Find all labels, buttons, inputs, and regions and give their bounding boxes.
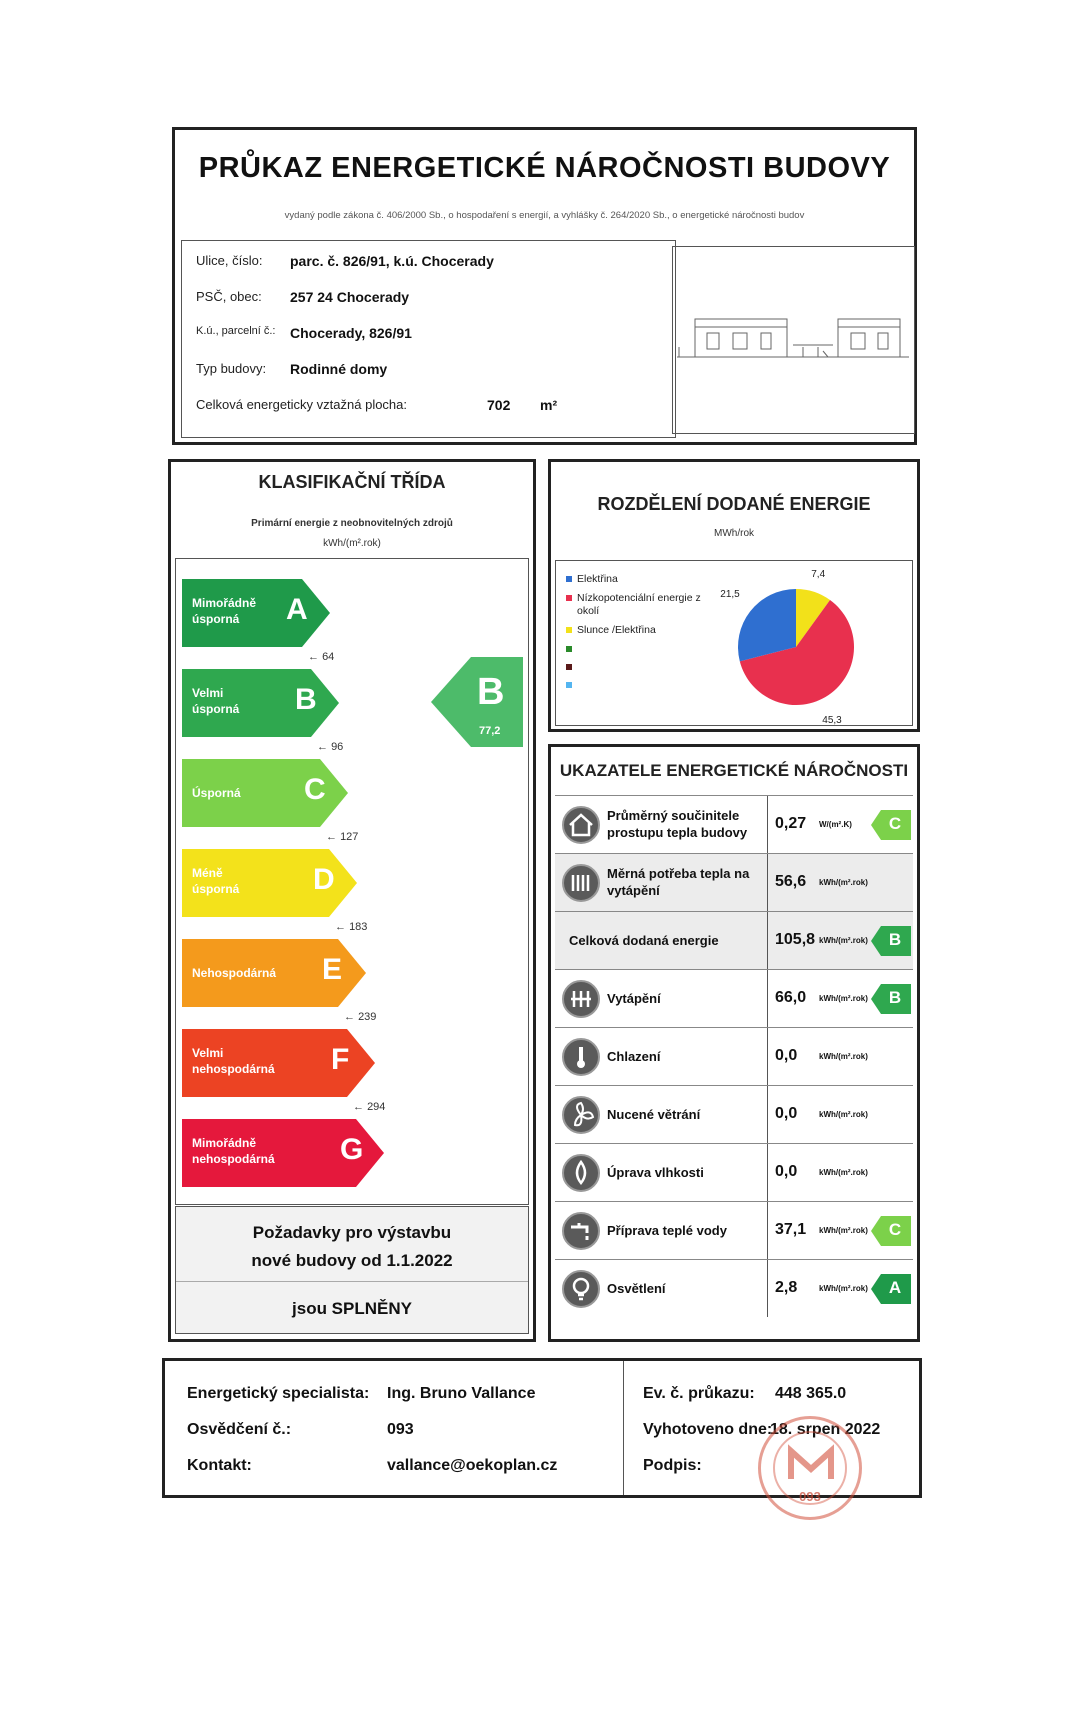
classification-scale xyxy=(175,558,529,1205)
indicator-name xyxy=(607,807,755,841)
indicator-unit: kWh/(m².rok) xyxy=(819,1168,868,1177)
requirement-date: 1.1.2022 xyxy=(386,1251,453,1270)
requirement-line2 xyxy=(176,1251,528,1271)
distribution-panel xyxy=(548,459,920,732)
legend-item xyxy=(566,624,706,637)
indicator-class-badge xyxy=(871,1216,911,1246)
legend-swatch xyxy=(566,664,572,670)
class-threshold: ← 127 xyxy=(326,831,359,843)
class-label-line1: Nehospodárná xyxy=(192,966,277,980)
area-value: 702 xyxy=(487,397,511,413)
class-arrow-g xyxy=(182,1119,386,1187)
specialist-label: Energetický specialista: xyxy=(187,1385,370,1402)
class-label-line1: Mimořádně xyxy=(192,596,257,610)
result-arrow xyxy=(431,657,523,747)
indicator-value: 2,8 xyxy=(775,1279,798,1296)
indicator-class-letter: B xyxy=(888,988,902,1007)
result-class-letter: B xyxy=(477,671,505,713)
house-icon xyxy=(561,805,601,845)
indicator-divider xyxy=(767,1086,768,1143)
class-label-line1: Méně xyxy=(192,866,223,880)
pie-value-label: 21,5 xyxy=(720,589,740,600)
indicator-value: 0,0 xyxy=(775,1163,798,1180)
indicator-name-line2: vytápění xyxy=(607,883,660,898)
indicator-row xyxy=(555,1259,913,1317)
indicator-row xyxy=(555,1085,913,1143)
indicator-divider xyxy=(767,854,768,911)
class-letter: G xyxy=(340,1133,364,1166)
ku-label: K.ú., parcelní č.: xyxy=(196,325,276,337)
type-value: Rodinné domy xyxy=(290,361,388,377)
indicator-name xyxy=(607,1164,755,1181)
class-threshold: ← 239 xyxy=(344,1011,377,1023)
class-threshold: ← 64 xyxy=(308,651,335,663)
class-threshold-value: 96 xyxy=(331,741,344,753)
indicator-row xyxy=(555,1027,913,1085)
indicator-name-line1: Nucené větrání xyxy=(607,1107,701,1122)
indicator-divider xyxy=(767,912,768,969)
requirement-result: jsou SPLNĚNY xyxy=(292,1299,412,1318)
class-label-line2: úsporná xyxy=(192,612,240,626)
ku-value: Chocerady, 826/91 xyxy=(290,325,412,341)
radiator-icon xyxy=(561,863,601,903)
legend-swatch xyxy=(566,646,572,652)
class-arrow-a xyxy=(182,579,332,647)
legend-swatch xyxy=(566,595,572,601)
indicator-name-line1: Vytápění xyxy=(607,991,661,1006)
cert-value: 093 xyxy=(387,1421,414,1438)
indicator-divider xyxy=(767,970,768,1027)
indicator-name xyxy=(607,1048,755,1065)
class-threshold-value: 294 xyxy=(367,1101,386,1113)
ev-label: Ev. č. průkazu: xyxy=(643,1385,755,1402)
class-arrow-e xyxy=(182,939,368,1007)
legend-label: Nízkopotenciální energie z okolí xyxy=(577,592,701,617)
contact-label: Kontakt: xyxy=(187,1457,252,1474)
class-letter: E xyxy=(322,953,343,986)
indicator-name-line1: Chlazení xyxy=(607,1049,661,1064)
legend-swatch xyxy=(566,682,572,688)
indicator-row xyxy=(555,1143,913,1201)
legend-swatch xyxy=(566,627,572,633)
ev-value: 448 365.0 xyxy=(775,1385,847,1402)
classification-panel xyxy=(168,459,536,1342)
building-photo xyxy=(672,246,915,434)
class-letter: F xyxy=(331,1043,350,1076)
bulb-icon xyxy=(561,1269,601,1309)
date-label: Vyhotoveno dne: xyxy=(643,1421,773,1438)
class-label xyxy=(192,865,239,897)
faucet-icon xyxy=(561,1211,601,1251)
area-unit: m² xyxy=(540,397,558,413)
humidity-icon xyxy=(561,1153,601,1193)
indicator-divider xyxy=(767,1144,768,1201)
indicator-unit: W/(m².K) xyxy=(819,820,852,829)
thermometer-icon xyxy=(561,1037,601,1077)
indicator-name xyxy=(607,1222,755,1239)
indicator-divider xyxy=(767,1260,768,1317)
pie-value-label: 7,4 xyxy=(811,569,826,580)
pie-chart xyxy=(714,561,914,727)
indicator-value: 37,1 xyxy=(775,1221,807,1238)
class-letter: A xyxy=(286,593,308,626)
indicator-class-badge xyxy=(871,810,911,840)
indicator-value: 66,0 xyxy=(775,989,807,1006)
indicator-name-line2: prostupu tepla budovy xyxy=(607,825,748,840)
legend-item xyxy=(566,679,706,691)
requirement-line2-text: nové budovy od xyxy=(251,1251,382,1270)
distribution-title: ROZDĚLENÍ DODANÉ ENERGIE xyxy=(597,494,871,514)
street-label: Ulice, číslo: xyxy=(196,253,263,268)
distribution-unit: MWh/rok xyxy=(714,528,754,539)
indicator-row xyxy=(555,911,913,969)
class-threshold: ← 183 xyxy=(335,921,368,933)
stamp-logo-icon xyxy=(787,1443,837,1483)
indicator-unit: kWh/(m².rok) xyxy=(819,936,868,945)
class-letter: D xyxy=(313,863,335,896)
indicator-class-badge xyxy=(871,1274,911,1304)
street-value: parc. č. 826/91, k.ú. Chocerady xyxy=(290,253,494,269)
class-label-line1: Úsporná xyxy=(192,786,241,800)
indicator-value: 105,8 xyxy=(775,931,816,948)
indicator-name-line1: Příprava teplé vody xyxy=(607,1223,727,1238)
indicator-name-line1: Úprava vlhkosti xyxy=(607,1165,704,1180)
stamp-number: 093 xyxy=(799,1489,821,1504)
legend-item xyxy=(566,592,706,618)
class-letter: C xyxy=(304,773,326,806)
certificate-header xyxy=(172,127,917,445)
class-label xyxy=(192,965,276,981)
indicator-class-letter: A xyxy=(888,1278,902,1297)
indicator-value: 56,6 xyxy=(775,873,807,890)
legend-item xyxy=(566,643,706,655)
indicator-name-line1: Měrná potřeba tepla na xyxy=(607,866,750,881)
indicator-value: 0,0 xyxy=(775,1047,798,1064)
class-threshold-value: 127 xyxy=(340,831,359,843)
result-class-value: 77,2 xyxy=(479,725,501,737)
class-label-line1: Velmi xyxy=(192,686,224,700)
class-arrow-f xyxy=(182,1029,377,1097)
class-label xyxy=(192,1045,275,1077)
class-threshold: ← 96 xyxy=(317,741,344,753)
indicator-unit: kWh/(m².rok) xyxy=(819,994,868,1003)
class-label xyxy=(192,785,241,801)
indicator-name xyxy=(607,990,755,1007)
class-label-line1: Mimořádně xyxy=(192,1136,257,1150)
indicator-name xyxy=(607,865,755,899)
type-label: Typ budovy: xyxy=(196,361,267,376)
indicator-class-letter: C xyxy=(888,1220,902,1239)
indicator-name-line1: Celková dodaná energie xyxy=(569,933,719,948)
class-arrow-b xyxy=(182,669,341,737)
heating-icon xyxy=(561,979,601,1019)
indicator-name xyxy=(607,1106,755,1123)
class-label-line2: nehospodárná xyxy=(192,1062,275,1076)
indicator-name xyxy=(569,932,755,949)
indicator-name-line1: Osvětlení xyxy=(607,1281,666,1296)
contact-value[interactable]: vallance@oekoplan.cz xyxy=(387,1457,558,1474)
indicator-name-line1: Průměrný součinitele xyxy=(607,808,740,823)
class-threshold-value: 239 xyxy=(358,1011,377,1023)
date-value: 18. srpen 2022 xyxy=(770,1421,881,1438)
indicator-row xyxy=(555,1201,913,1259)
indicator-divider xyxy=(767,1202,768,1259)
classification-subtitle: Primární energie z neobnovitelných zdrojů xyxy=(251,518,453,529)
class-label-line2: nehospodárná xyxy=(192,1152,275,1166)
class-threshold: ← 294 xyxy=(353,1101,386,1113)
indicators-title: UKAZATELE ENERGETICKÉ NÁROČNOSTI xyxy=(559,761,909,780)
building-drawing xyxy=(673,247,914,433)
class-threshold-value: 64 xyxy=(322,651,335,663)
classification-title: KLASIFIKAČNÍ TŘÍDA xyxy=(258,472,446,492)
indicator-divider xyxy=(767,796,768,853)
indicator-value: 0,27 xyxy=(775,815,807,832)
indicator-unit: kWh/(m².rok) xyxy=(819,1226,868,1235)
distribution-content xyxy=(555,560,913,726)
indicator-class-badge xyxy=(871,984,911,1014)
indicator-row xyxy=(555,795,913,853)
indicator-divider xyxy=(767,1028,768,1085)
legend-label: Elektřina xyxy=(577,573,618,585)
official-stamp xyxy=(758,1416,862,1520)
page-title: PRŮKAZ ENERGETICKÉ NÁROČNOSTI BUDOVY xyxy=(198,152,891,184)
page-subtitle: vydaný podle zákona č. 406/2000 Sb., o hospodaření s energií, a vyhlášky č. 264/2020 Sb., o energetické náročnosti budov xyxy=(284,210,805,221)
area-label: Celková energeticky vztažná plocha: xyxy=(196,397,408,412)
class-label xyxy=(192,685,239,717)
class-arrow-c xyxy=(182,759,350,827)
indicator-class-letter: C xyxy=(888,814,902,833)
indicator-unit: kWh/(m².rok) xyxy=(819,1052,868,1061)
indicator-row xyxy=(555,853,913,911)
indicators-panel xyxy=(548,744,920,1342)
legend-label: Slunce /Elektřina xyxy=(577,624,656,636)
building-info xyxy=(181,240,676,438)
sign-label: Podpis: xyxy=(643,1457,702,1474)
indicator-value: 0,0 xyxy=(775,1105,798,1122)
classification-unit: kWh/(m².rok) xyxy=(323,538,381,549)
class-label-line2: úsporná xyxy=(192,882,240,896)
legend-item xyxy=(566,573,706,586)
indicator-unit: kWh/(m².rok) xyxy=(819,878,868,887)
class-letter: B xyxy=(295,683,317,716)
distribution-legend xyxy=(566,573,706,697)
requirement-line1: Požadavky pro výstavbu xyxy=(252,1223,452,1242)
indicator-class-letter: B xyxy=(888,930,902,949)
cert-label: Osvědčení č.: xyxy=(187,1421,292,1438)
specialist-value: Ing. Bruno Vallance xyxy=(387,1385,536,1402)
legend-swatch xyxy=(566,576,572,582)
indicator-row xyxy=(555,969,913,1027)
psc-label: PSČ, obec: xyxy=(196,289,262,304)
class-label-line1: Velmi xyxy=(192,1046,224,1060)
indicator-class-badge xyxy=(871,926,911,956)
pie-value-label: 45,3 xyxy=(822,715,842,726)
indicator-unit: kWh/(m².rok) xyxy=(819,1110,868,1119)
footer-divider xyxy=(623,1361,624,1495)
class-label xyxy=(192,1135,275,1167)
psc-value: 257 24 Chocerady xyxy=(290,289,410,305)
requirements-box xyxy=(175,1206,529,1334)
indicator-unit: kWh/(m².rok) xyxy=(819,1284,868,1293)
fan-icon xyxy=(561,1095,601,1135)
class-arrow-d xyxy=(182,849,359,917)
class-label-line2: úsporná xyxy=(192,702,240,716)
requirement-divider xyxy=(176,1281,528,1282)
class-threshold-value: 183 xyxy=(349,921,368,933)
indicator-name xyxy=(607,1280,755,1297)
class-label xyxy=(192,595,256,627)
legend-item xyxy=(566,661,706,673)
